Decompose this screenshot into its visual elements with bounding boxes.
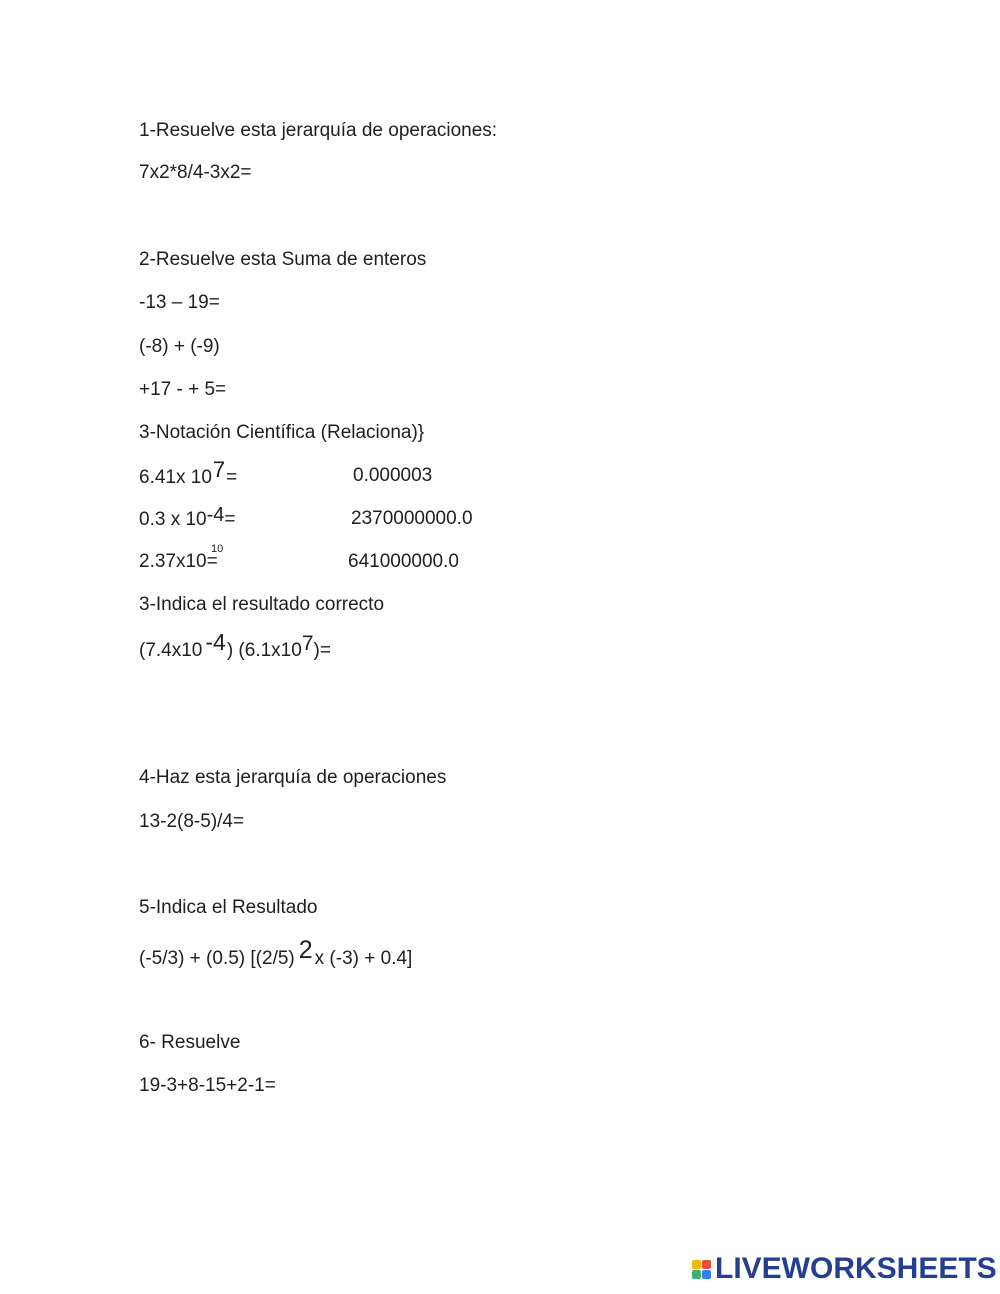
- q3a-row-2-base: 0.3 x 10: [139, 509, 207, 530]
- q3a-row-1-equals: =: [226, 467, 238, 488]
- q5-part-2: x (-3) + 0.4]: [314, 948, 413, 969]
- q1-title: 1-Resuelve esta jerarquía de operaciones:: [139, 120, 498, 141]
- q2-line-1: -13 – 19=: [139, 292, 220, 313]
- q2-line-2: (-8) + (-9): [139, 336, 220, 357]
- q3a-row-3-equals: =: [206, 551, 218, 572]
- q3a-row-1-exponent: 7: [212, 457, 226, 482]
- q3b-part-2: ) (6.1x10: [226, 640, 302, 661]
- q3b-title: 3-Indica el resultado correcto: [139, 594, 385, 615]
- q5-expression: [139, 936, 413, 971]
- q3b-part-3: )=: [313, 640, 331, 661]
- q3b-exponent-1: -4: [205, 629, 226, 655]
- liveworksheets-logo: [692, 1253, 997, 1285]
- q3a-row-2: [139, 504, 236, 532]
- q3a-row-3-base: 2.37x10: [139, 551, 207, 572]
- q3a-answer-3: 641000000.0: [348, 551, 459, 572]
- q3b-expression: [139, 629, 331, 663]
- logo-tile-2: [702, 1260, 711, 1269]
- q3a-answer-1: 0.000003: [353, 465, 433, 486]
- q3a-row-1: [139, 457, 238, 490]
- q4-title: 4-Haz esta jerarquía de operaciones: [139, 767, 447, 788]
- q3a-row-2-exponent: -4: [206, 504, 225, 526]
- q2-title: 2-Resuelve esta Suma de enteros: [139, 249, 427, 270]
- q3a-row-3: [139, 550, 218, 574]
- q5-title: 5-Indica el Resultado: [139, 897, 318, 918]
- q3a-title: 3-Notación Científica (Relaciona)}: [139, 422, 425, 443]
- q3a-answer-2: 2370000000.0: [351, 508, 473, 529]
- q2-line-3: +17 - + 5=: [139, 379, 227, 400]
- q3a-row-3-exponent: 10: [211, 543, 224, 555]
- q6-expression: 19-3+8-15+2-1=: [139, 1075, 276, 1096]
- q3a-row-1-base: 6.41x 10: [139, 467, 212, 488]
- logo-tile-3: [692, 1270, 701, 1279]
- q1-expression: 7x2*8/4-3x2=: [139, 162, 252, 183]
- logo-text: LIVEWORKSHEETS: [715, 1252, 997, 1285]
- q4-expression: 13-2(8-5)/4=: [139, 811, 245, 832]
- logo-tile-4: [702, 1270, 711, 1279]
- q6-title: 6- Resuelve: [139, 1032, 241, 1053]
- q5-exponent: 2: [298, 936, 313, 964]
- logo-mark-icon: [692, 1260, 711, 1279]
- q3a-row-2-equals: =: [224, 509, 236, 530]
- q3b-exponent-2: 7: [301, 632, 314, 655]
- q3b-part-1: (7.4x10: [139, 640, 203, 661]
- logo-tile-1: [692, 1260, 701, 1269]
- q5-part-1: (-5/3) + (0.5) [(2/5): [139, 948, 295, 969]
